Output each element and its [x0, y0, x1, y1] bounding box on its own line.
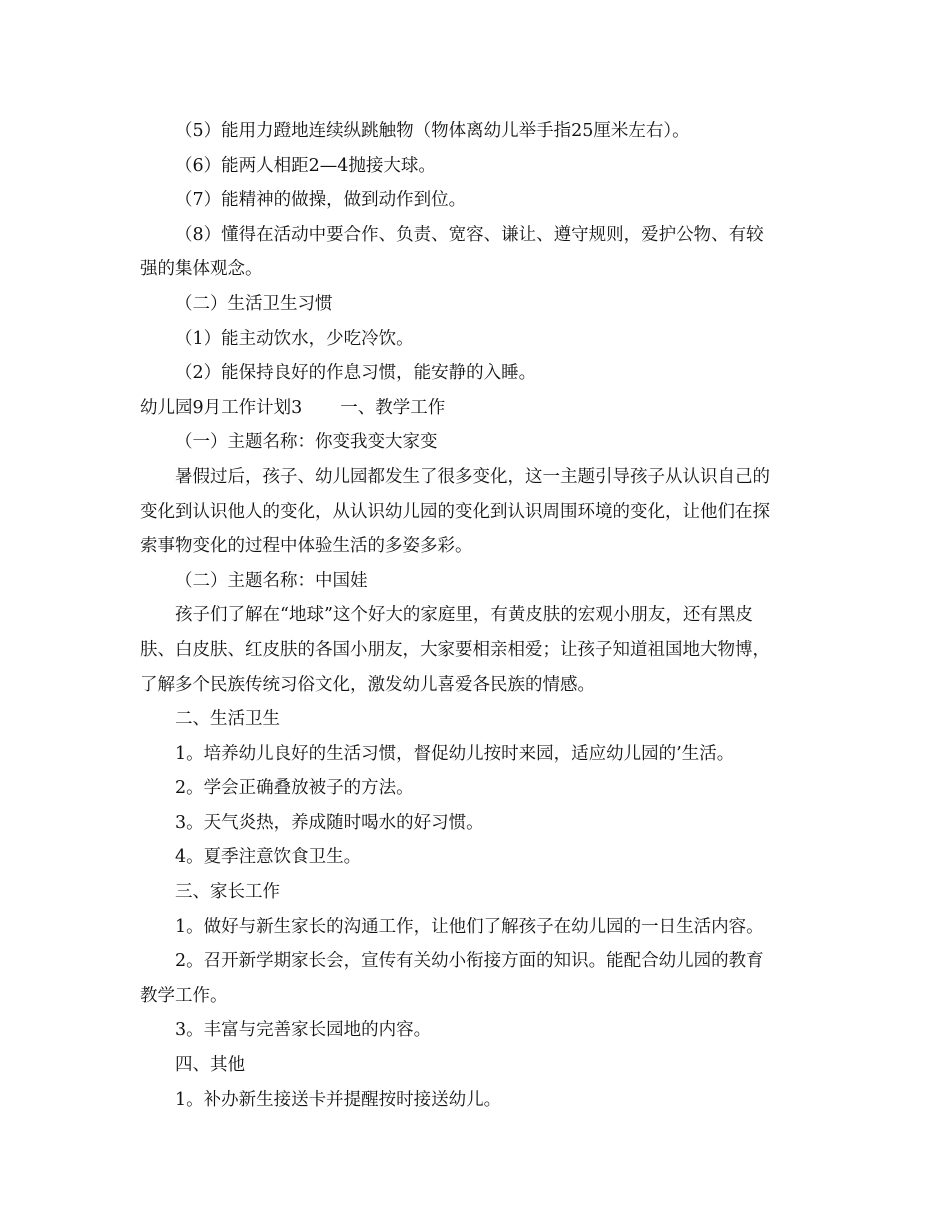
text-line: （6）能两人相距2—4抛接大球。 — [175, 155, 436, 176]
subsection-heading: 四、其他 — [175, 1055, 245, 1076]
text-line: 4。夏季注意饮食卫生。 — [175, 847, 362, 868]
section-title: 幼儿园9月工作计划3 — [140, 397, 303, 418]
text-line: 索事物变化的过程中体验生活的多姿多彩。 — [140, 536, 473, 557]
subsection-heading: （二）生活卫生习惯 — [175, 293, 333, 314]
text-line: 1。培养幼儿良好的生活习惯，督促幼儿按时来园，适应幼儿园的’生活。 — [175, 743, 735, 764]
text-line: （5）能用力蹬地连续纵跳触物（物体离幼儿举手指25厘米左右）。 — [175, 121, 690, 141]
text-line: 3。天气炎热，养成随时喝水的好习惯。 — [175, 812, 484, 833]
subsection-heading: 二、生活卫生 — [175, 709, 280, 730]
theme-heading: （一）主题名称：你变我变大家变 — [175, 432, 438, 453]
text-line: （7）能精神的做操，做到动作到位。 — [175, 190, 467, 211]
text-line: 2。学会正确叠放被子的方法。 — [175, 778, 414, 799]
text-line: 强的集体观念。 — [140, 259, 263, 280]
text-line: 暑假过后，孩子、幼儿园都发生了很多变化，这一主题引导孩子从认识自己的 — [175, 466, 770, 487]
text-line: 变化到认识他人的变化，从认识幼儿园的变化到认识周围环境的变化，让他们在探 — [140, 501, 770, 522]
text-line: 肤、白皮肤、红皮肤的各国小朋友，大家要相亲相爱；让孩子知道祖国地大物博， — [140, 639, 770, 660]
text-line: 教学工作。 — [140, 985, 228, 1006]
text-line: （8）懂得在活动中要合作、负责、宽容、谦让、遵守规则，爱护公物、有较 — [175, 224, 764, 245]
text-line: 1。补办新生接送卡并提醒按时接送幼儿。 — [175, 1089, 502, 1110]
theme-heading: （二）主题名称：中国娃 — [175, 570, 368, 591]
text-line: 1。做好与新生家长的沟通工作，让他们了解孩子在幼儿园的一日生活内容。 — [175, 916, 764, 937]
subsection-heading: 三、家长工作 — [175, 882, 280, 903]
text-line: （1）能主动饮水，少吃冷饮。 — [175, 328, 414, 349]
text-line: 孩子们了解在“地球”这个好大的家庭里，有黄皮肤的宏观小朋友，还有黑皮 — [175, 605, 753, 626]
text-line: 2。召开新学期家长会，宣传有关幼小衔接方面的知识。能配合幼儿园的教育 — [175, 951, 764, 972]
section-heading — [140, 391, 812, 426]
section-first-item: 一、教学工作 — [340, 397, 446, 418]
document-body — [140, 114, 812, 1117]
text-line: 3。丰富与完善家长园地的内容。 — [175, 1020, 432, 1041]
text-line: 了解多个民族传统习俗文化，激发幼儿喜爱各民族的情感。 — [140, 674, 595, 695]
text-line: （2）能保持良好的作息习惯，能安静的入睡。 — [175, 363, 537, 384]
